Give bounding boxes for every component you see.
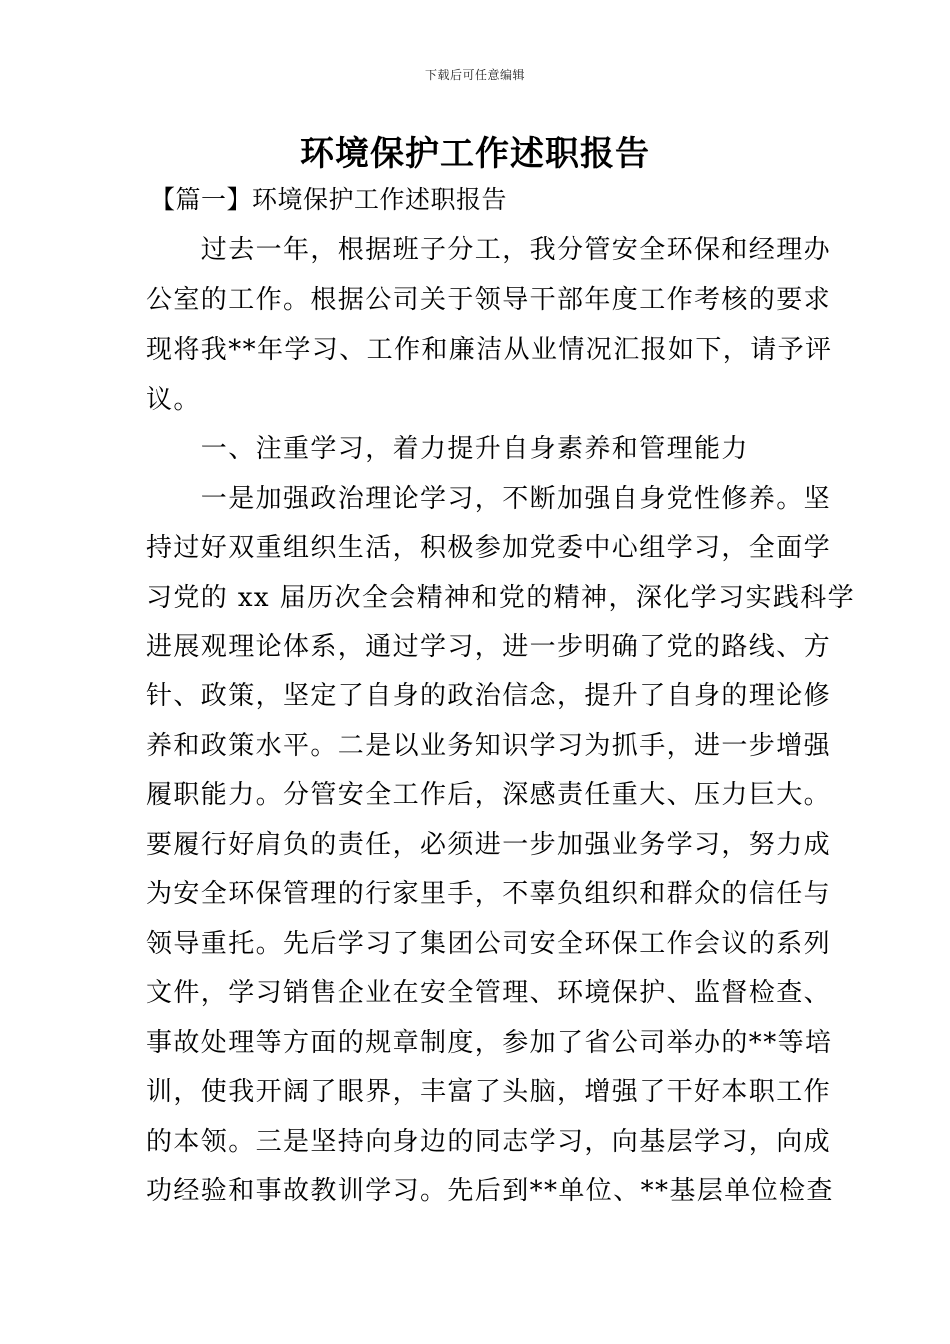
body-line: 公室的工作。根据公司关于领导干部年度工作考核的要求 xyxy=(146,285,832,315)
body-line: 进展观理论体系，通过学习，进一步明确了党的路线、方 xyxy=(146,632,832,662)
document-title: 环境保护工作述职报告 xyxy=(300,134,650,174)
body-line: 功经验和事故教训学习。先后到**单位、**基层单位检查 xyxy=(146,1176,834,1206)
body-line: 文件，学习销售企业在安全管理、环境保护、监督检查、 xyxy=(146,978,832,1008)
header-note: 下载后可任意编辑 xyxy=(424,68,525,82)
body-line: 过去一年，根据班子分工，我分管安全环保和经理办 xyxy=(146,235,832,265)
body-line: 要履行好肩负的责任，必须进一步加强业务学习，努力成 xyxy=(146,830,832,860)
body-line: 持过好双重组织生活，积极参加党委中心组学习，全面学 xyxy=(146,533,832,563)
body-line: 履职能力。分管安全工作后，深感责任重大、压力巨大。 xyxy=(146,780,832,810)
body-line: 为安全环保管理的行家里手，不辜负组织和群众的信任与 xyxy=(146,879,832,909)
body-line: 一是加强政治理论学习，不断加强自身党性修养。坚 xyxy=(146,484,832,514)
body-line: 现将我**年学习、工作和廉洁从业情况汇报如下，请予评 xyxy=(146,335,833,365)
body-line: 领导重托。先后学习了集团公司安全环保工作会议的系列 xyxy=(146,929,832,959)
body-line: 的本领。三是坚持向身边的同志学习，向基层学习，向成 xyxy=(146,1127,832,1157)
body-line: 议。 xyxy=(146,385,201,415)
body-line: 训，使我开阔了眼界，丰富了头脑，增强了干好本职工作 xyxy=(146,1077,832,1107)
body-line: 一、注重学习，着力提升自身素养和管理能力 xyxy=(146,434,749,464)
section-heading: 【篇一】环境保护工作述职报告 xyxy=(150,185,508,214)
body-line: 养和政策水平。二是以业务知识学习为抓手，进一步增强 xyxy=(146,731,832,761)
body-line: 针、政策，坚定了自身的政治信念，提升了自身的理论修 xyxy=(146,681,832,711)
body-line: 事故处理等方面的规章制度，参加了省公司举办的**等培 xyxy=(146,1028,833,1058)
body-line: 习党的 xx 届历次全会精神和党的精神，深化学习实践科学 xyxy=(146,583,856,613)
